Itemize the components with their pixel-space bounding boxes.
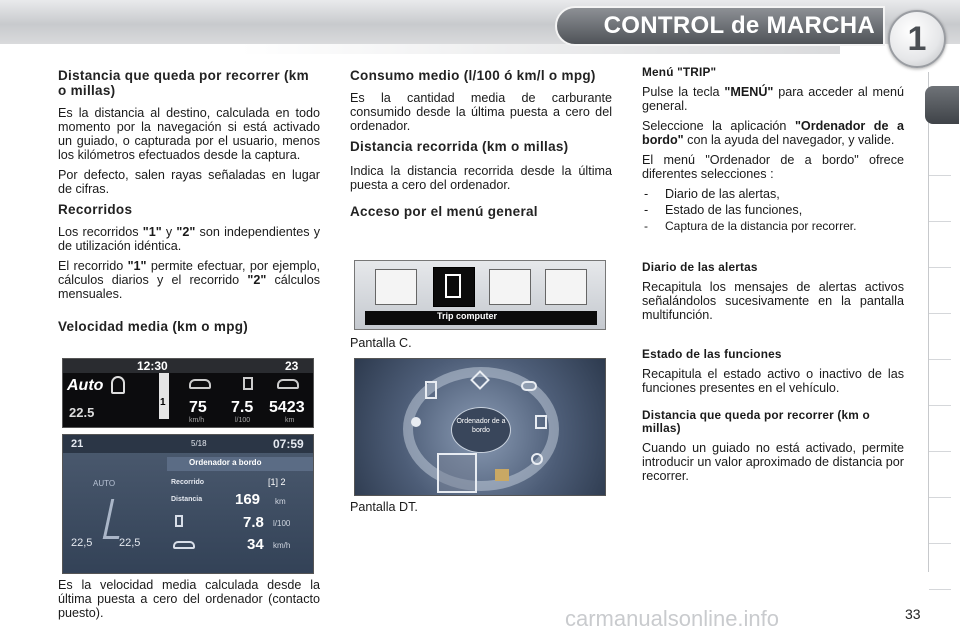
column-left <box>58 60 320 342</box>
row-label-trip: Recorrido <box>171 479 205 486</box>
heading-trip-menu: Menú "TRIP" <box>642 65 717 79</box>
list-item: - Estado de las funciones, <box>642 203 904 217</box>
multifunction-display-image <box>62 434 314 574</box>
fuel-pump-icon <box>175 515 183 527</box>
chapter-number: 1 <box>907 20 927 58</box>
display-mode: AUTO <box>93 479 116 488</box>
watermark: carmanualsonline.info <box>565 606 780 631</box>
fuel-pump-icon <box>445 274 461 298</box>
heading-trips: Recorridos <box>58 202 133 217</box>
display-clock: 12:30 <box>137 359 168 373</box>
row-unit-distance: km <box>275 497 286 506</box>
display-clock: 07:59 <box>273 437 304 451</box>
car-icon <box>173 541 195 549</box>
settings-icon <box>489 269 531 305</box>
trip-display-image <box>62 358 314 428</box>
heading-distance-travelled: Distancia recorrida (km o millas) <box>350 139 569 154</box>
heading-general-menu-access: Acceso por el menú general <box>350 204 538 219</box>
car-icon <box>189 379 211 389</box>
caption-screen-c: Pantalla C. <box>350 336 412 350</box>
display-date: 5/18 <box>191 439 207 448</box>
paragraph: El menú "Ordenador de a bordo" ofrece diferentes selecciones : <box>642 153 904 181</box>
climate-icon <box>545 269 587 305</box>
header-bar <box>0 0 960 58</box>
caption-screen-dt: Pantalla DT. <box>350 500 418 514</box>
row-value-trip: [1] 2 <box>268 477 286 487</box>
paragraph: Cuando un guiado no está activado, permite introducir un valor aproximado de distancia por recorrer. <box>642 441 904 483</box>
trip-number: 1 <box>160 397 166 408</box>
page-number: 33 <box>905 606 921 622</box>
left-temp: 22,5 <box>71 537 93 549</box>
paragraph: Por defecto, salen rayas señaladas en lugar de cifras. <box>58 168 320 196</box>
navigation-icon <box>495 469 509 481</box>
fuel-pump-icon[interactable] <box>437 453 477 493</box>
car-range-icon <box>277 379 299 389</box>
row-value-speed: 34 <box>247 536 264 553</box>
phone-icon <box>375 269 417 305</box>
column-right <box>642 66 904 489</box>
chapter-tab[interactable] <box>929 314 951 360</box>
phone-icon <box>535 415 547 429</box>
heading-alert-log: Diario de las alertas <box>642 260 758 274</box>
radio-icon <box>425 381 437 399</box>
row-label-distance: Distancia <box>171 496 203 503</box>
paragraph: Es la distancia al destino, calculada en todo momento por la navegación si está activado un guiado, o capturada por el usuario, menos los kilómetros efectuados desde la captura. <box>58 106 320 162</box>
chapter-tab[interactable] <box>929 222 951 268</box>
chapter-tab[interactable] <box>929 176 951 222</box>
display-set-temp: 22.5 <box>69 405 95 420</box>
display-range: 5423 <box>269 399 305 416</box>
chapter-tab[interactable] <box>929 498 951 544</box>
display-consumption-unit: l/100 <box>235 417 251 424</box>
display-range-unit: km <box>285 417 295 424</box>
row-value-consumption: 7.8 <box>243 514 264 531</box>
display-temp: 21 <box>71 438 84 450</box>
page-title: CONTROL de MARCHA <box>603 12 875 39</box>
paragraph: Seleccione la aplicación "Ordenador de a bordo" con la ayuda del navegador, y valide. <box>642 119 904 147</box>
heading-distance-to-go: Distancia que queda por recorrer (km o millas) <box>642 408 870 435</box>
settings-icon <box>411 417 421 427</box>
display-mode: Auto <box>67 377 104 394</box>
list-item: - Diario de las alertas, <box>642 187 904 201</box>
selection-list <box>642 187 904 233</box>
row-unit-consumption: l/100 <box>273 519 291 528</box>
list-item: - Captura de la distancia por recorrer. <box>642 219 904 233</box>
paragraph: Indica la distancia recorrida desde la última puesta a cero del ordenador. <box>350 164 612 192</box>
screen-c-label: Trip computer <box>437 311 498 321</box>
paragraph: Los recorridos "1" y "2" son independientes y de utilización idéntica. <box>58 225 321 253</box>
chapter-tab[interactable] <box>929 452 951 498</box>
screen-dt-label: Ordenador de a bordo <box>456 418 506 434</box>
seat-icon <box>103 499 128 539</box>
column-middle <box>350 60 612 227</box>
heading-distance-remaining: Distancia que queda por recorrer (km o millas) <box>58 68 309 98</box>
paragraph: El recorrido "1" permite efectuar, por ejemplo, cálculos diarios y el recorrido "2" cálculos mensuales. <box>58 259 321 301</box>
display-speed: 75 <box>189 399 207 416</box>
heading-average-consumption: Consumo medio (l/100 ó km/l o mpg) <box>350 68 596 83</box>
display-speed-unit: km/h <box>189 417 205 424</box>
paragraph: Es la cantidad media de carburante consumido desde la última puesta a cero del ordenador. <box>350 91 612 133</box>
car-icon <box>521 381 537 391</box>
paragraph: Recapitula el estado activo o inactivo de las funciones presentes en el vehículo. <box>642 367 904 395</box>
heading-function-status: Estado de las funciones <box>642 347 782 361</box>
panel-title: Ordenador a bordo <box>189 458 262 467</box>
trip-selector <box>159 373 169 419</box>
screen-dt-image <box>354 358 606 496</box>
display-outside-temp: 23 <box>285 359 299 373</box>
chapter-tab[interactable] <box>929 360 951 406</box>
paragraph: Recapitula los mensajes de alertas activos señalándolos sucesivamente en la pantalla multifunción. <box>642 280 904 322</box>
chapter-tab[interactable] <box>929 406 951 452</box>
row-value-distance: 169 <box>235 491 261 508</box>
heading-average-speed: Velocidad media (km o mpg) <box>58 319 249 334</box>
column-left-bottom <box>58 578 320 626</box>
seat-icon <box>111 376 125 394</box>
chapter-badge <box>888 10 946 68</box>
chapter-tab-active[interactable] <box>925 86 959 124</box>
fuel-pump-icon <box>243 377 253 390</box>
paragraph: Es la velocidad media calculada desde la última puesta a cero del ordenador (contacto puesto). <box>58 578 320 620</box>
screen-c-image <box>354 260 606 330</box>
chapter-tabs <box>928 72 950 572</box>
row-unit-speed: km/h <box>273 541 291 550</box>
display-consumption: 7.5 <box>231 399 254 416</box>
paragraph: Pulse la tecla "MENÚ" para acceder al menú general. <box>642 85 905 113</box>
chapter-tab[interactable] <box>929 268 951 314</box>
right-temp: 22,5 <box>119 537 141 549</box>
chapter-tab[interactable] <box>929 544 951 590</box>
chapter-tab[interactable] <box>929 130 951 176</box>
climate-icon <box>531 453 543 465</box>
